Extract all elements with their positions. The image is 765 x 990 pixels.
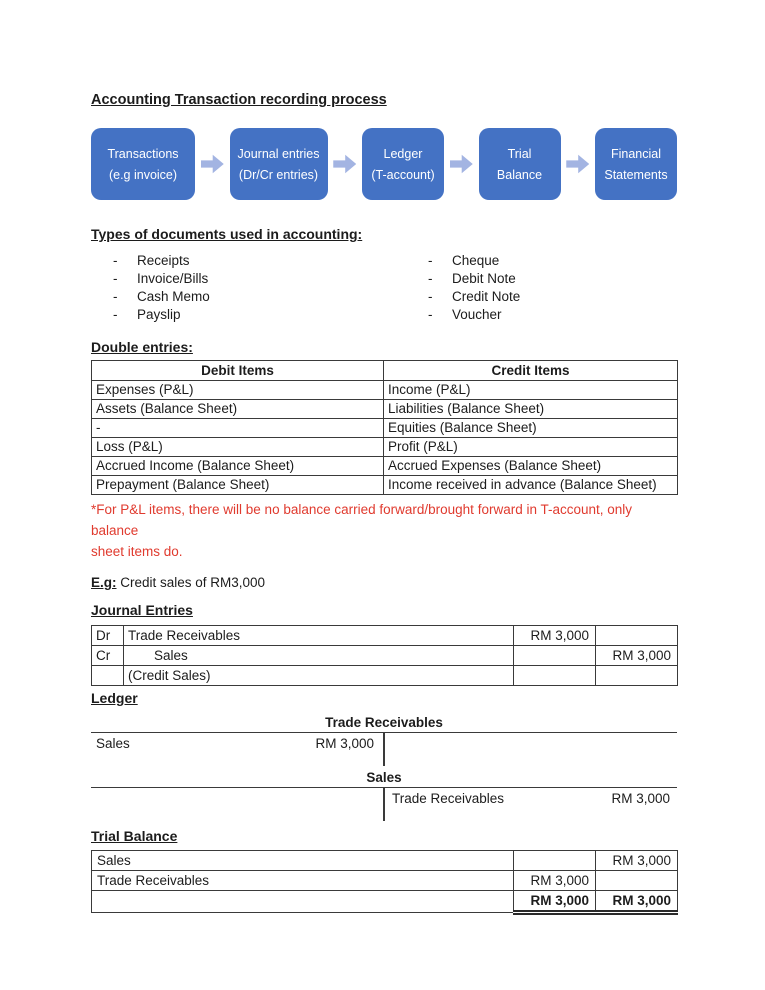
list-item [428, 288, 520, 306]
table-cell: Income received in advance (Balance Sheet) [384, 476, 678, 495]
list-item-label: Payslip [137, 307, 181, 322]
table-row [92, 646, 678, 666]
journal-entries-heading: Journal Entries [91, 602, 193, 618]
table-cell: Prepayment (Balance Sheet) [92, 476, 384, 495]
table-cell: Sales [124, 646, 514, 666]
list-item-label: Cheque [452, 253, 500, 268]
taccount-sales [91, 770, 677, 821]
taccount-trade-receivables [91, 715, 677, 766]
arrow-right-icon [201, 154, 224, 174]
page-title: Accounting Transaction recording process [91, 92, 387, 108]
list-item [428, 252, 520, 270]
process-flowchart [91, 128, 677, 200]
table-row [92, 438, 678, 457]
bullet-dash: - [428, 289, 433, 304]
flow-box-line: Journal entries [237, 146, 320, 161]
table-cell: RM 3,000 [514, 891, 596, 913]
table-row [92, 400, 678, 419]
pl-note-line: sheet items do. [91, 544, 183, 559]
taccount-entry-label: Trade Receivables [392, 791, 505, 806]
documents-heading: Types of documents used in accounting: [91, 226, 363, 242]
flow-box-line: Trial [507, 146, 532, 161]
table-cell: Loss (P&L) [92, 438, 384, 457]
table-cell: RM 3,000 [596, 891, 678, 913]
example-line [91, 574, 677, 592]
pl-note [91, 499, 677, 562]
flow-box-line: (T-account) [371, 167, 435, 182]
bullet-dash: - [113, 253, 118, 268]
trial-balance-table [91, 850, 678, 915]
list-item [113, 288, 406, 306]
list-item-label: Credit Note [452, 289, 521, 304]
list-item [428, 306, 520, 324]
table-cell: Accrued Expenses (Balance Sheet) [384, 457, 678, 476]
ledger-heading: Ledger [91, 690, 138, 706]
pl-note-line: *For P&L items, there will be no balance carried forward/brought forward in T-account, only balance [91, 502, 633, 538]
taccount-entry-amount: RM 3,000 [315, 736, 374, 751]
table-cell: Equities (Balance Sheet) [384, 419, 678, 438]
arrow-right-icon [333, 154, 356, 174]
taccount-body [91, 787, 677, 821]
taccount-entry-amount: RM 3,000 [611, 791, 670, 806]
table-cell [596, 666, 678, 686]
taccount-body [91, 732, 677, 766]
taccount-credit-side [383, 788, 677, 821]
flow-box-line: (e.g invoice) [108, 167, 178, 182]
table-cell: Assets (Balance Sheet) [92, 400, 384, 419]
table-cell: Accrued Income (Balance Sheet) [92, 457, 384, 476]
arrow-right-icon [450, 154, 473, 174]
table-cell [514, 666, 596, 686]
table-row [92, 851, 678, 871]
table-cell: (Credit Sales) [124, 666, 514, 686]
double-entries-table [91, 360, 678, 495]
flow-box-ledger [362, 128, 444, 200]
list-item-label: Cash Memo [137, 289, 210, 304]
table-cell [596, 626, 678, 646]
table-cell: Profit (P&L) [384, 438, 678, 457]
table-row [92, 457, 678, 476]
table-row [92, 666, 678, 686]
taccount-title: Sales [366, 770, 402, 785]
list-item [113, 270, 406, 288]
list-item [428, 270, 520, 288]
flow-box-line: (Dr/Cr entries) [238, 167, 319, 182]
table-cell: RM 3,000 [596, 646, 678, 666]
document-content [91, 0, 677, 915]
taccount-entry-label: Sales [96, 736, 130, 751]
flow-box-line: Financial [610, 146, 662, 161]
table-cell: Dr [92, 626, 124, 646]
taccount-title: Trade Receivables [325, 715, 443, 730]
table-cell: Trade Receivables [124, 626, 514, 646]
flow-box-line: Ledger [383, 146, 423, 161]
taccount-debit-side [91, 733, 383, 766]
taccount-credit-side [383, 733, 677, 766]
table-cell: Sales [92, 851, 514, 871]
bullet-dash: - [113, 307, 118, 322]
table-header-cell: Debit Items [92, 361, 384, 381]
list-item [113, 252, 406, 270]
table-row-totals [92, 891, 678, 913]
documents-list-left [113, 252, 406, 324]
flow-box-line: Statements [604, 167, 668, 182]
table-cell: - [92, 419, 384, 438]
bullet-dash: - [113, 289, 118, 304]
flow-box-journal-entries [230, 128, 328, 200]
flow-box-transactions [91, 128, 195, 200]
double-entries-heading: Double entries: [91, 339, 193, 355]
table-cell [514, 851, 596, 871]
table-cell [92, 891, 514, 913]
documents-list [91, 252, 677, 324]
table-cell: RM 3,000 [514, 871, 596, 891]
table-cell: Expenses (P&L) [92, 381, 384, 400]
arrow-right-icon [566, 154, 589, 174]
table-row [92, 419, 678, 438]
table-cell [514, 646, 596, 666]
table-cell: Liabilities (Balance Sheet) [384, 400, 678, 419]
bullet-dash: - [113, 271, 118, 286]
documents-list-right [428, 252, 520, 324]
table-row [92, 871, 678, 891]
bullet-dash: - [428, 253, 433, 268]
taccount-debit-side [91, 788, 383, 821]
list-item-label: Voucher [452, 307, 502, 322]
table-row [92, 476, 678, 495]
table-header-row [92, 361, 678, 381]
trial-balance-heading: Trial Balance [91, 828, 178, 844]
table-cell: Cr [92, 646, 124, 666]
list-item [113, 306, 406, 324]
table-cell: Trade Receivables [92, 871, 514, 891]
list-item-label: Invoice/Bills [137, 271, 209, 286]
bullet-dash: - [428, 307, 433, 322]
flow-box-line: Transactions [107, 146, 179, 161]
bullet-dash: - [428, 271, 433, 286]
table-row [92, 626, 678, 646]
table-cell: RM 3,000 [596, 851, 678, 871]
table-cell [92, 666, 124, 686]
table-cell [596, 871, 678, 891]
table-cell: RM 3,000 [514, 626, 596, 646]
flow-box-line: Balance [496, 167, 543, 182]
example-label: E.g: [91, 575, 117, 590]
list-item-label: Receipts [137, 253, 190, 268]
table-header-cell: Credit Items [384, 361, 678, 381]
example-text: Credit sales of RM3,000 [116, 575, 266, 590]
flow-box-trial-balance [479, 128, 561, 200]
flow-box-financial-statements [595, 128, 677, 200]
table-row [92, 381, 678, 400]
journal-entries-table [91, 625, 678, 686]
table-cell: Income (P&L) [384, 381, 678, 400]
list-item-label: Debit Note [452, 271, 516, 286]
